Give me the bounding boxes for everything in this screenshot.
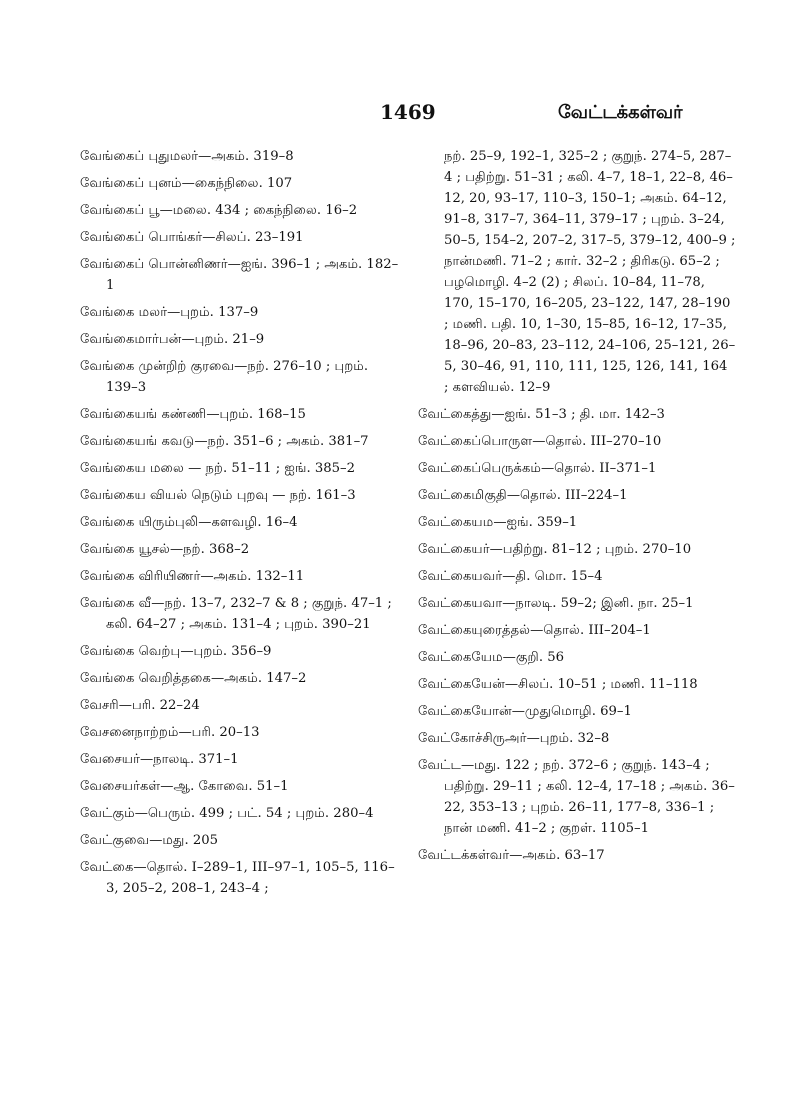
index-entry: வேட்கையர்—பதிற்று. 81–12 ; புறம். 270–10 <box>418 542 692 557</box>
index-entry: வேட்கையவா—நாலடி. 59–2; இனி. நா. 25–1 <box>418 596 694 611</box>
index-entry: வேட்கையவர்—தி. மொ. 15–4 <box>418 569 603 584</box>
index-entry: வேட்கைப்பொருள—தொல். III–270–10 <box>418 434 662 449</box>
index-entry: வேங்கை முன்றிற் குரவை—நற். 276–10 ; புறம். 139–3 <box>80 359 369 395</box>
index-entry: வேங்கை மலர்—புறம். 137–9 <box>80 305 259 320</box>
index-entry: வேட்ட—மது. 122 ; நற். 372–6 ; குறுந். 143–4 ; பதிற்று. 29–11 ; கலி. 12–4, 17–18 ; அகம். 36–22, 353–13 ; புறம். 26–11, 177–8, 336–1 ; நான் மணி. 41–2 ; குறள். 1105–1 <box>418 758 735 836</box>
right-column <box>418 146 736 872</box>
index-entry: வேட்குவை—மது. 205 <box>80 833 219 848</box>
index-entry: வேங்கைய வியல் நெடும் புறவு — நற். 161–3 <box>80 488 356 503</box>
index-entry-continuation: நற். 25–9, 192–1, 325–2 ; குறுந். 274–5, 287–4 ; பதிற்று. 51–31 ; கலி. 4–7, 18–1, 22–8, 46–12, 20, 93–17, 110–3, 150–1; அகம். 64–12, 91–8, 317–7, 364–11, 379–17 ; புறம். 3–24, 50–5, 154–2, 207–2, 317–5, 379–12, 400–9 ; நான்மணி. 71–2 ; கார். 32–2 ; திரிகடு. 65–2 ; பழமொழி. 4–2 (2) ; சிலப். 10–84, 11–78, 170, 15–170, 16–205, 23–122, 147, 28–190 ; மணி. பதி. 10, 1–30, 15–85, 16–12, 17–35, 18–96, 20–83, 23–112, 24–106, 25–121, 26–5, 30–46, 91, 110, 111, 125, 126, 141, 164 ; களவியல். 12–9 <box>444 149 736 395</box>
page-number: 1469 <box>380 100 436 124</box>
index-entry: வேங்கை வெற்பு—புறம். 356–9 <box>80 644 272 659</box>
index-entry: வேட்கையுரைத்தல்—தொல். III–204–1 <box>418 623 651 638</box>
index-entry: வேட்கையோன்—முதுமொழி. 69–1 <box>418 704 632 719</box>
index-entry: வேங்கையங் கவடு—நற். 351–6 ; அகம். 381–7 <box>80 434 369 449</box>
index-entry: வேங்கை யிரும்புலி—களவழி. 16–4 <box>80 515 298 530</box>
index-entry: வேட்கையம—ஐங். 359–1 <box>418 515 578 530</box>
index-entry: வேட்டக்கள்வர்—அகம். 63–17 <box>418 848 605 863</box>
index-entry: வேட்கை—தொல். I–289–1, III–97–1, 105–5, 116–3, 205–2, 208–1, 243–4 ; <box>80 860 395 896</box>
index-entry: வேங்கைப் பொன்னிணர்—ஐங். 396–1 ; அகம். 182–1 <box>80 257 399 293</box>
index-entry: வேட்கோச்சிருஅர்—புறம். 32–8 <box>418 731 610 746</box>
index-entry: வேட்கும்—பெரும். 499 ; பட். 54 ; புறம். 280–4 <box>80 806 374 821</box>
index-entry: வேசையர்—நாலடி. 371–1 <box>80 752 239 767</box>
running-head: வேட்டக்கள்வர் <box>558 102 683 123</box>
index-entry: வேங்கைப் பூ—மலை. 434 ; கைந்நிலை. 16–2 <box>80 203 358 218</box>
index-entry: வேங்கை விரியிணர்—அகம். 132–11 <box>80 569 305 584</box>
index-entry: வேட்கைமிகுதி—தொல். III–224–1 <box>418 488 628 503</box>
index-entry: வேசரி—பரி. 22–24 <box>80 698 200 713</box>
index-entry: வேட்கைத்து—ஐங். 51–3 ; தி. மா. 142–3 <box>418 407 665 422</box>
index-entry: வேசையர்கள்—ஆ. கோவை. 51–1 <box>80 779 289 794</box>
index-entry: வேட்கையேன்—சிலப். 10–51 ; மணி. 11–118 <box>418 677 698 692</box>
index-entry: வேங்கை வெறித்தகை—அகம். 147–2 <box>80 671 307 686</box>
index-entry: வேசனைநாற்றம்—பரி. 20–13 <box>80 725 260 740</box>
index-entry: வேங்கைப் பொங்கர்—சிலப். 23–191 <box>80 230 304 245</box>
index-entry: வேங்கையங் கண்ணி—புறம். 168–15 <box>80 407 306 422</box>
index-entry: வேங்கைப் புனம்—கைந்நிலை. 107 <box>80 176 293 191</box>
index-entry: வேங்கை வீ—நற். 13–7, 232–7 & 8 ; குறுந். 47–1 ; கலி. 64–27 ; அகம். 131–4 ; புறம். 390–21 <box>80 596 392 632</box>
index-entry: வேங்கைமார்பன்—புறம். 21–9 <box>80 332 265 347</box>
left-column <box>80 146 402 905</box>
index-entry: வேங்கைப் புதுமலர்—அகம். 319–8 <box>80 149 294 164</box>
index-entry: வேங்கைய மலை — நற். 51–11 ; ஐங். 385–2 <box>80 461 356 476</box>
index-entry: வேங்கை யூசல்—நற். 368–2 <box>80 542 250 557</box>
index-entry: வேட்கையேம—குறி. 56 <box>418 650 565 665</box>
index-entry: வேட்கைப்பெருக்கம்—தொல். II–371–1 <box>418 461 657 476</box>
